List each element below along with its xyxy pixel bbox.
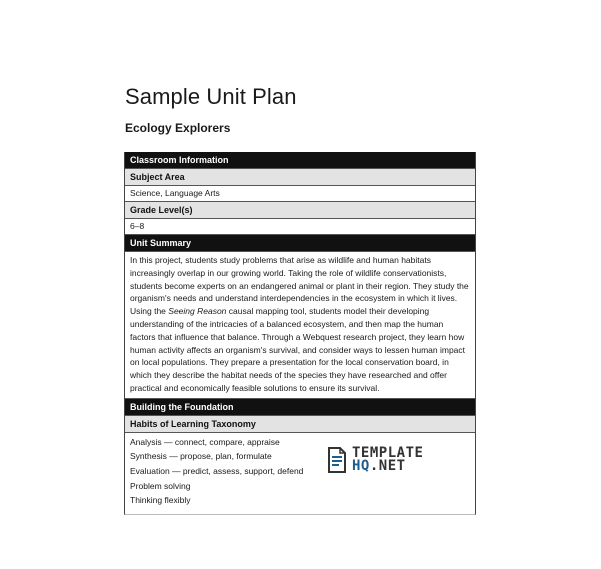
watermark-line2 <box>352 460 423 473</box>
section-header-building-foundation: Building the Foundation <box>125 399 475 416</box>
grade-level-label: Grade Level(s) <box>125 202 475 219</box>
section-header-unit-summary: Unit Summary <box>125 235 475 252</box>
habits-of-learning-label: Habits of Learning Taxonomy <box>125 416 475 433</box>
watermark-text <box>352 447 423 473</box>
grade-level-value: 6–8 <box>125 219 475 235</box>
watermark-net: .NET <box>369 458 406 474</box>
watermark-line1: TEMPLATE <box>352 445 424 461</box>
list-item: Analysis — connect, compare, appraise <box>130 436 280 447</box>
watermark-hq: HQ <box>352 458 370 474</box>
subject-area-value: Science, Language Arts <box>125 186 475 202</box>
watermark-logo <box>328 447 423 473</box>
unit-summary-tool-name: Seeing Reason <box>168 306 227 317</box>
page-title: Sample Unit Plan <box>125 84 297 109</box>
list-item: Thinking flexibly <box>130 495 191 506</box>
list-item: Synthesis — propose, plan, formulate <box>130 451 272 462</box>
unit-subtitle: Ecology Explorers <box>125 121 231 135</box>
list-item: Problem solving <box>130 480 191 491</box>
unit-summary-text <box>125 252 475 399</box>
list-item: Evaluation — predict, assess, support, defend <box>130 465 304 476</box>
unit-summary-part1: In this project, students study problems that arise as wildlife and human habitats increasingly overlap in our growing world. Taking the role of wildlife conservationists, students become experts on an endangered animal or plant in their region. They study the organism's needs and understand interdependencies in the ecosystem in which it lives. Using the <box>130 255 469 317</box>
document-icon <box>328 447 346 473</box>
subject-area-label: Subject Area <box>125 169 475 186</box>
section-header-classroom-information: Classroom Information <box>125 152 475 169</box>
unit-summary-part2: causal mapping tool, students model their developing understanding of the intricacies of a balanced ecosystem, and then map the human factors that influence that balance. Through a Webquest research project, they learn how human activity affects an organism's survival, and consider ways to lessen human impact on local populations. They prepare a presentation for the local conservation board, in which they describe the habitat needs of the species they have researched and offer practical and economically feasible solutions to ensure its survival. <box>130 306 466 393</box>
